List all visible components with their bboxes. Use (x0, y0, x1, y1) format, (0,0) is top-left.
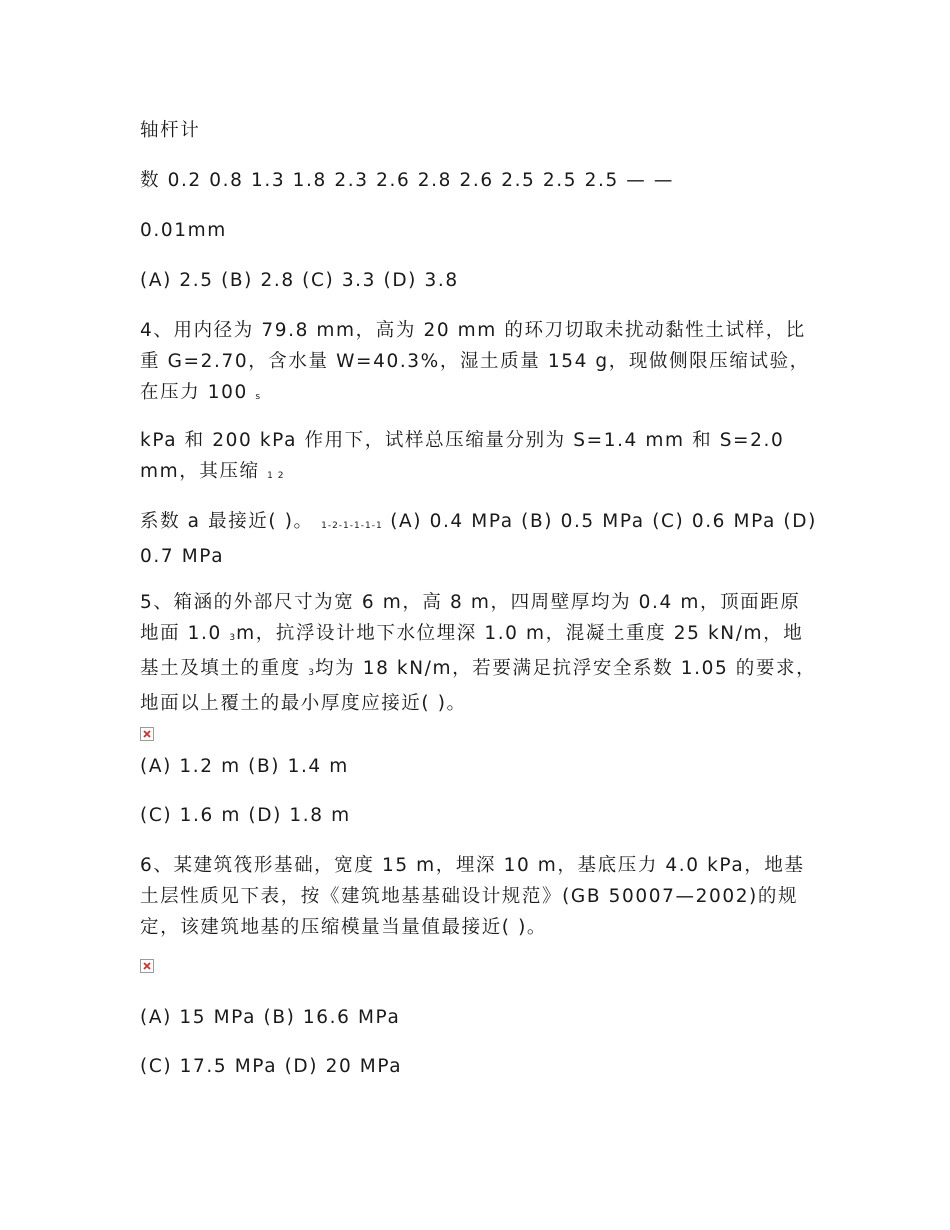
subscript: 1-2-1-1-1-1 (321, 521, 383, 531)
options-text: (A) 0.4 MPa (B) 0.5 MPa (C) 0.6 MPa (D) 0.7 MPa (140, 511, 817, 567)
question-text: kPa 和 200 kPa 作用下，试样总压缩量分别为 S=1.4 mm 和 S=2.0 mm，其压缩 (140, 430, 785, 482)
text-line: 0.01mm (140, 220, 227, 241)
subscript: 3 (229, 633, 237, 643)
question-6-options-a-b: (A) 15 MPa (B) 16.6 MPa (140, 1007, 401, 1028)
question-5-stem (140, 587, 820, 719)
broken-image-icon (140, 727, 154, 741)
question-6-stem: 6、某建筑筏形基础，宽度 15 m，埋深 10 m，基底压力 4.0 kPa，地基土层性质见下表，按《建筑地基基础设计规范》(GB 50007—2002)的规定，该建筑地基的压缩模量当量值最接近( )。 (140, 855, 805, 938)
broken-image-icon (140, 959, 154, 973)
question-5-options-a-b: (A) 1.2 m (B) 1.4 m (140, 756, 349, 777)
options-line: (A) 2.5 (B) 2.8 (C) 3.3 (D) 3.8 (140, 270, 459, 291)
question-5-options-c-d: (C) 1.6 m (D) 1.8 m (140, 805, 351, 826)
subscript: 1 2 (267, 471, 285, 481)
question-4-continued (140, 425, 820, 491)
subscript: 3 (308, 668, 316, 678)
question-text: 均为 18 kN/m，若要满足抗浮安全系数 1.05 的要求，地面以上覆土的最小厚度应接近( )。 (140, 658, 817, 714)
question-text: 4、用内径为 79.8 mm，高为 20 mm 的环刀切取未扰动黏性土试样，比重 G=2.70，含水量 W=40.3%，湿土质量 154 g，现做侧限压缩试验，在压力 100 (140, 320, 810, 403)
question-4-options (140, 506, 820, 572)
question-4-stem (140, 315, 820, 412)
question-text: 5、箱涵的外部尺寸为宽 6 m，高 8 m，四周壁厚均为 0.4 m，顶面距原地面 1.0 (140, 592, 801, 644)
question-text: m，抗浮设计地下水位埋深 1.0 m，混凝土重度 25 kN/m，地基土及填土的重度 (140, 623, 804, 679)
text-line: 数 0.2 0.8 1.3 1.8 2.3 2.6 2.8 2.6 2.5 2.5 2.5 — — (140, 170, 674, 191)
text-line: 轴杆计 (140, 120, 201, 141)
question-6-options-c-d: (C) 17.5 MPa (D) 20 MPa (140, 1056, 403, 1077)
question-text: 系数 a 最接近( )。 (140, 511, 314, 532)
subscript: s (255, 392, 262, 402)
